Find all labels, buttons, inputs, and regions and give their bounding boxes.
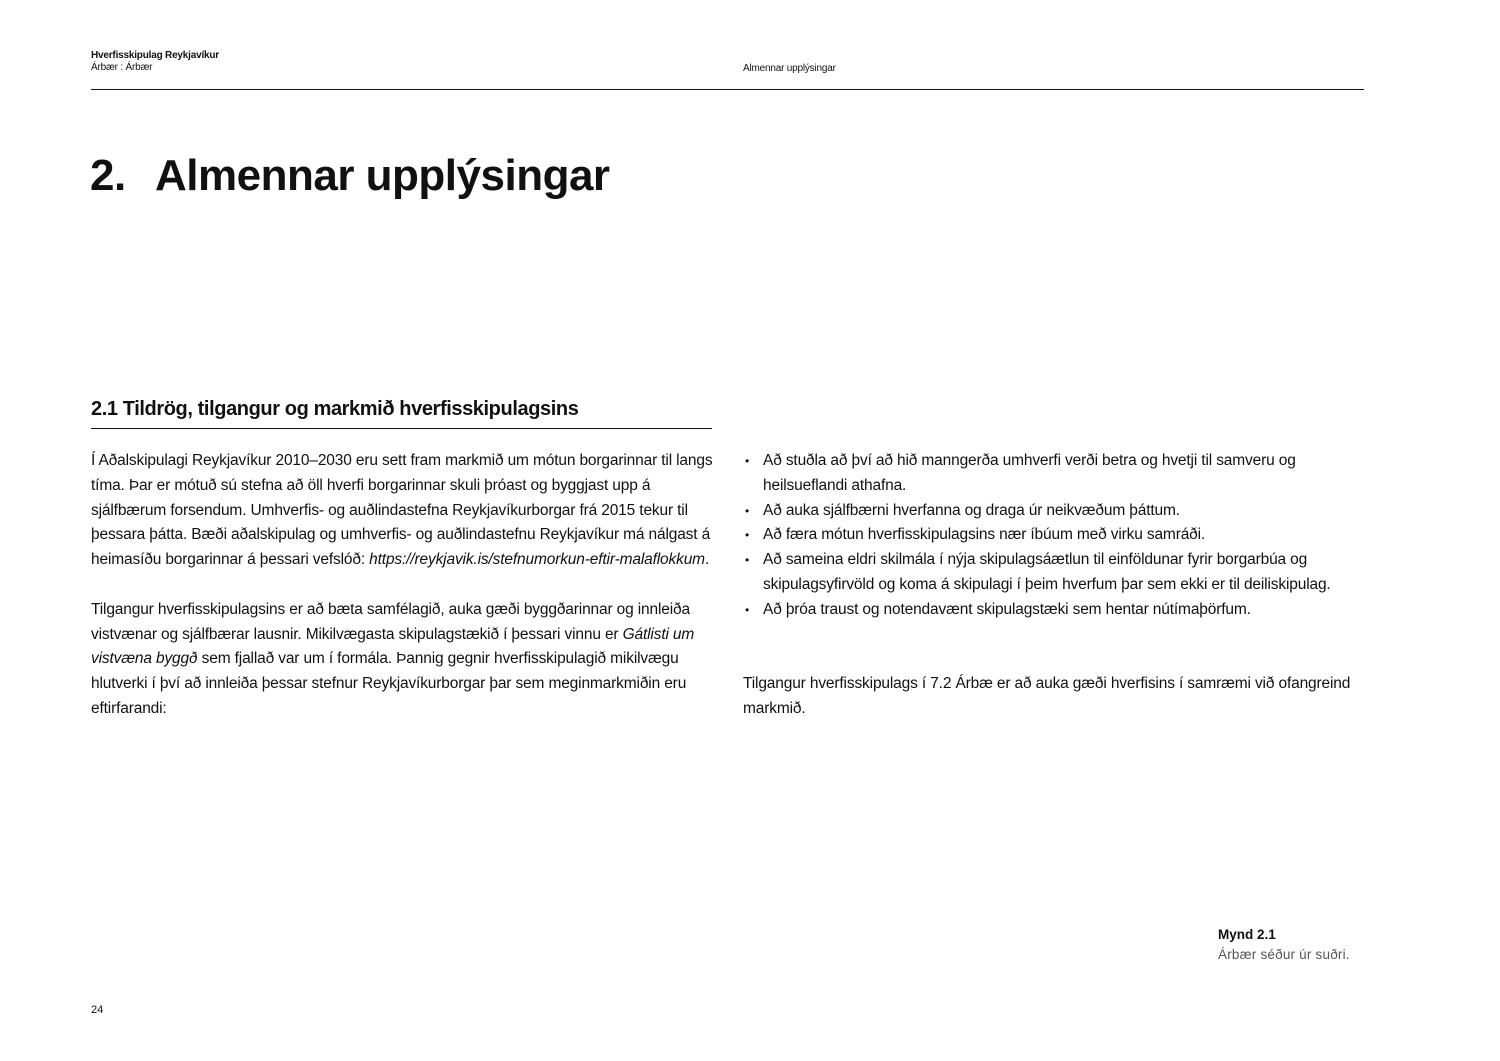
section-heading: 2.1 Tildrög, tilgangur og markmið hverfisskipulagsins [91, 398, 579, 420]
figure-label: Mynd 2.1 [1218, 927, 1276, 942]
closing-paragraph: Tilgangur hverfisskipulags í 7.2 Árbæ er að auka gæði hverfisins í samræmi við ofangreind markmið. [743, 675, 1351, 717]
section-divider [91, 428, 712, 429]
right-column [743, 449, 1363, 722]
list-item: • Að stuðla að því að hið manngerða umhverfi verði betra og hvetji til samveru og heilsueflandi athafna. [743, 449, 1363, 499]
left-column [91, 449, 721, 722]
chapter-number: 2. [90, 151, 126, 200]
bullet-icon: • [745, 503, 750, 518]
page-number: 24 [91, 1004, 104, 1016]
list-item: • Að þróa traust og notendavænt skipulagstæki sem hentar nútímaþörfum. [743, 598, 1363, 623]
figure-caption [1218, 925, 1350, 965]
list-item: • Að sameina eldri skilmála í nýja skipulagsáætlun til einföldunar fyrir borgarbúa og skipulagsyfirvöld og koma á skipulagi í þeim hverfum þar sem ekki er til deiliskipulag. [743, 548, 1363, 598]
bullet-icon: • [745, 454, 750, 468]
figure-description: Árbær séður úr suðri. [1218, 947, 1350, 962]
purpose-paragraph: Tilgangur hverfisskipulagsins er að bæta samfélagið, auka gæði byggðarinnar og innleiða vistvænar og sjálfbærar lausnir. Mikilvægasta skipulagstækið í þessari vinnu er Gátlisti um vistvæna byggð sem fjallað var um í formála. Þannig gegnir hverfisskipulagið mikilvægu hlutverki í því að innleiða þessar stefnur Reykjavíkurborgar þar sem meginmarkmiðin eru eftirfarandi: [91, 600, 695, 717]
intro-paragraph: Í Aðalskipulagi Reykjavíkur 2010–2030 eru sett fram markmið um mótun borgarinnar til langs tíma. Þar er mótuð sú stefna að öll hverfi borgarinnar skuli þróast og byggjast upp á sjálfbærum forsendum. Umhverfis- og auðlindastefna Reykjavíkurborgar frá 2015 tekur til þessara þátta. Bæði aðalskipulag og umhverfis- og auðlindastefnu Reykjavíkur má nálgast á heimasíðu borgarinnar á þessari vefslóð: https://reykjavik.is/stefnumorkun-eftir-malaflokkum. [91, 452, 713, 569]
bullet-icon: • [745, 602, 750, 617]
bullet-icon: • [745, 528, 750, 543]
running-section-name: Almennar upplýsingar [743, 63, 836, 74]
list-item: • Að auka sjálfbærni hverfanna og draga úr neikvæðum þáttum. [743, 499, 1363, 524]
header-divider [91, 89, 1364, 90]
goals-list [743, 449, 1363, 623]
list-item: • Að færa mótun hverfisskipulagsins nær íbúum með virku samráði. [743, 523, 1363, 548]
policy-link[interactable]: https://reykjavik.is/stefnumorkun-eftir-malaflokkum [369, 551, 705, 569]
chapter-title: Almennar upplýsingar [155, 151, 610, 200]
bullet-icon: • [745, 553, 750, 568]
document-subtitle: Árbær : Árbær [91, 62, 153, 73]
document-title: Hverfisskipulag Reykjavíkur [91, 50, 219, 61]
checklist-title: Gátlisti um vistvæna byggð [91, 625, 695, 668]
chapter-heading [90, 148, 610, 204]
